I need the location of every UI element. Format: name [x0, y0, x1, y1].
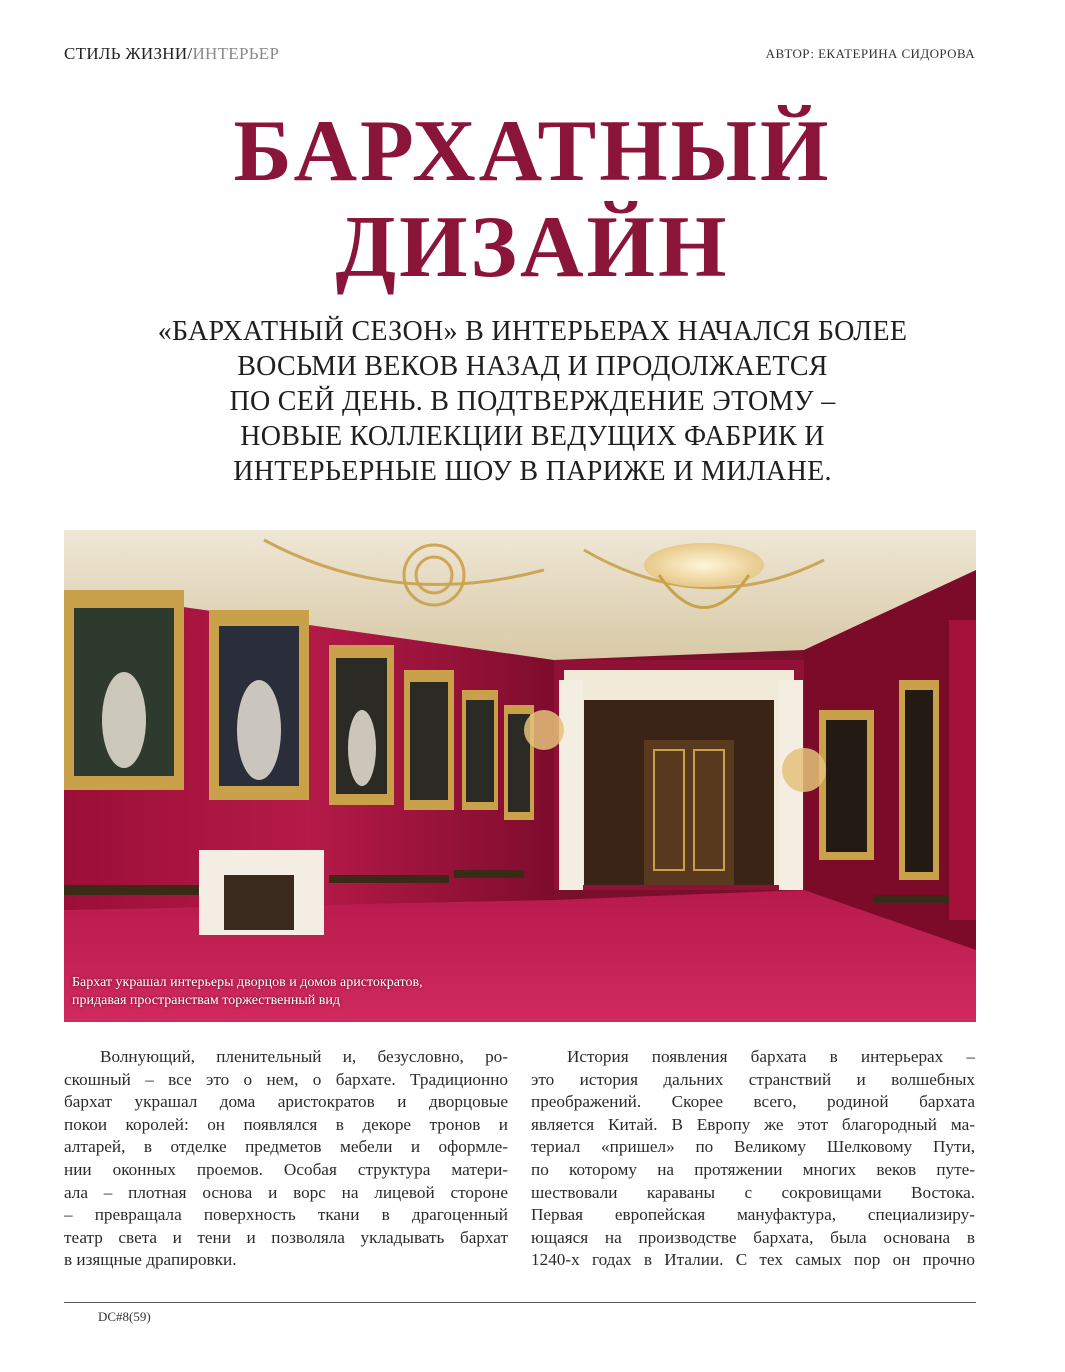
- section-label: [64, 44, 279, 64]
- body-column-right: [531, 1046, 975, 1272]
- caption-line: придавая пространствам торжественный вид: [72, 993, 340, 1008]
- lead-line: ПО СЕЙ ДЕНЬ. В ПОДТВЕРЖДЕНИЕ ЭТОМУ –: [229, 386, 836, 417]
- author-byline: АВТОР: ЕКАТЕРИНА СИДОРОВА: [765, 46, 975, 61]
- body-line: ала – плотная основа и ворс на лицевой стороне: [64, 1182, 508, 1202]
- section-name: СТИЛЬ ЖИЗНИ/: [64, 44, 193, 63]
- body-line: нии оконных проемов. Особая структура матери-: [64, 1159, 508, 1179]
- title-line-2: ДИЗАЙН: [335, 199, 730, 296]
- title-line-1: БАРХАТНЫЙ: [233, 103, 832, 200]
- body-line: преображений. Скорее всего, родиной бархата: [531, 1092, 975, 1112]
- article-lead: [0, 314, 1065, 489]
- body-line: ющаяся на производстве бархата, была основана в: [531, 1227, 975, 1247]
- lead-line: ИНТЕРЬЕРНЫЕ ШОУ В ПАРИЖЕ И МИЛАНЕ.: [233, 456, 832, 487]
- body-line: в изящные драпировки.: [64, 1250, 237, 1270]
- hero-photo: [64, 530, 976, 1022]
- body-line: театр света и тени и позволяла укладывать бархат: [64, 1227, 508, 1247]
- lead-line: «БАРХАТНЫЙ СЕЗОН» В ИНТЕРЬЕРАХ НАЧАЛСЯ БОЛЕЕ: [157, 316, 908, 347]
- body-line: является Китай. В Европу же этот благородный ма-: [531, 1114, 975, 1134]
- body-line: Первая европейская мануфактура, специализиру-: [531, 1205, 975, 1225]
- caption-line: Бархат украшал интерьеры дворцов и домов аристократов,: [72, 975, 423, 990]
- body-column-left: [64, 1046, 508, 1272]
- body-line: это история дальних странствий и волшебных: [531, 1069, 975, 1089]
- body-line: Волнующий, пленительный и, безусловно, ро-: [100, 1047, 508, 1066]
- body-line: бархат украшал дома аристократов и дворцовые: [64, 1092, 508, 1112]
- lead-line: ВОСЬМИ ВЕКОВ НАЗАД И ПРОДОЛЖАЕТСЯ: [237, 351, 828, 382]
- body-line: – превращала поверхность ткани в драгоценный: [64, 1205, 508, 1225]
- body-line: покои королей: он появлялся в декоре тронов и: [64, 1114, 508, 1134]
- body-line: алтарей, в отделке предметов мебели и оформле-: [64, 1137, 508, 1157]
- lead-line: НОВЫЕ КОЛЛЕКЦИИ ВЕДУЩИХ ФАБРИК И: [240, 421, 825, 452]
- body-line: скошный – все это о нем, о бархате. Традиционно: [64, 1069, 508, 1089]
- article-title: [0, 104, 1065, 296]
- body-line: 1240-х годах в Италии. С тех самых пор он прочно: [531, 1250, 975, 1270]
- body-line: шествовали караваны с сокровищами Востока.: [531, 1182, 975, 1202]
- body-line: териал «пришел» по Великому Шелковому Пути,: [531, 1137, 975, 1157]
- body-line: История появления бархата в интерьерах –: [567, 1047, 975, 1066]
- palace-interior-illustration: [64, 530, 976, 1022]
- photo-caption: [72, 974, 423, 1010]
- body-line: по которому на протяжении многих веков путе-: [531, 1159, 975, 1179]
- issue-number: DC#8(59): [98, 1309, 151, 1324]
- subsection-name: ИНТЕРЬЕР: [192, 44, 280, 63]
- footer-divider: [64, 1302, 976, 1303]
